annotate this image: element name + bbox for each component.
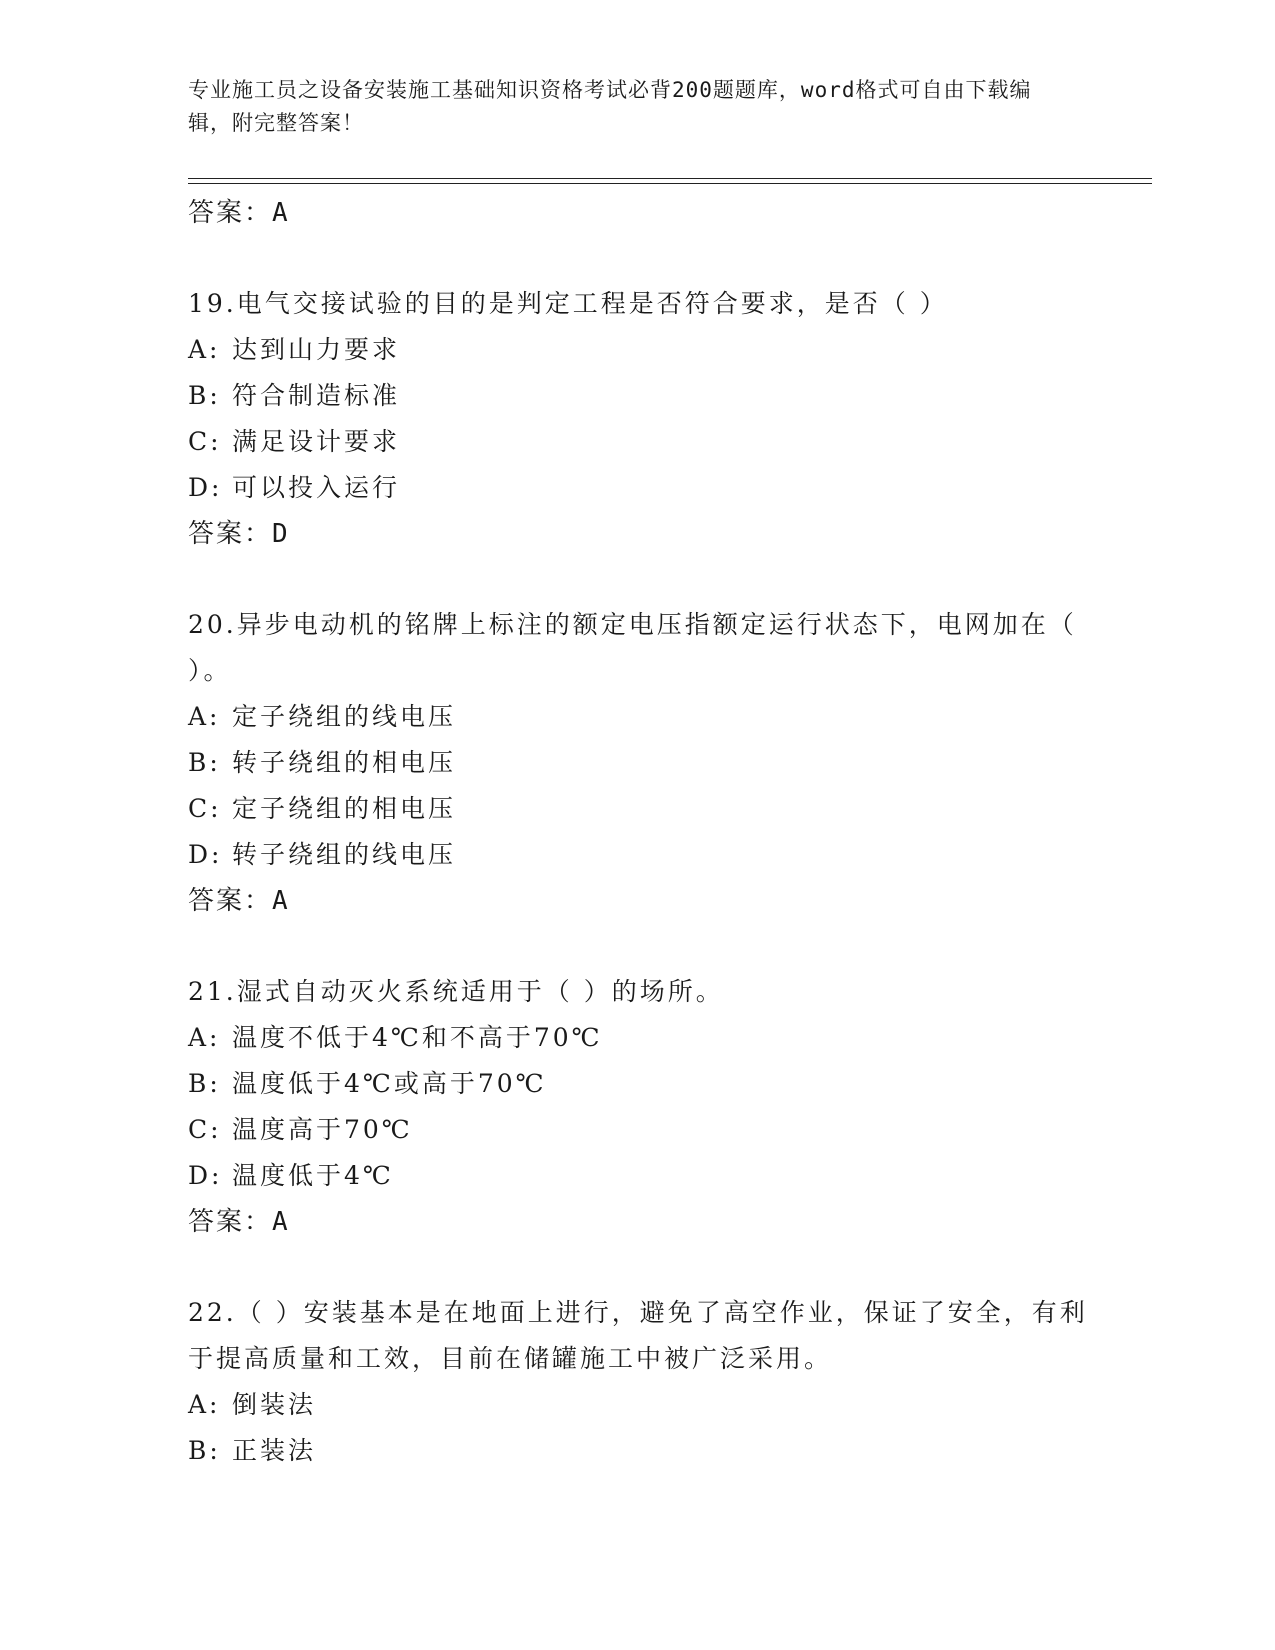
option-a [188, 1015, 1088, 1061]
option-letter: B: [188, 1069, 221, 1098]
option-text: 转子绕组的相电压 [232, 748, 457, 777]
answer-line: 答案：A [188, 198, 290, 228]
option-letter: D: [188, 1161, 223, 1190]
option-text: 温度不低于4℃和不高于70℃ [232, 1023, 603, 1052]
option-d [188, 465, 1088, 511]
option-a [188, 327, 1088, 373]
option-text: 温度高于70℃ [232, 1115, 413, 1144]
question-block [188, 1290, 1088, 1474]
question-block [188, 281, 1088, 557]
question-list [188, 190, 1088, 1474]
question-text: 20.异步电动机的铭牌上标注的额定电压指额定运行状态下，电网加在（ ）。 [188, 610, 1088, 685]
option-letter: A: [188, 1390, 221, 1419]
option-text: 正装法 [232, 1436, 317, 1465]
option-d [188, 1153, 1088, 1199]
question-block [188, 969, 1088, 1245]
option-c [188, 786, 1088, 832]
option-text: 定子绕组的线电压 [232, 702, 457, 731]
header-rule-bottom [188, 183, 1152, 184]
option-d [188, 832, 1088, 878]
option-letter: A: [188, 335, 221, 364]
question-block [188, 602, 1088, 924]
option-letter: B: [188, 748, 221, 777]
header-rule-top [188, 178, 1152, 179]
option-letter: B: [188, 1436, 221, 1465]
option-b [188, 373, 1088, 419]
option-c [188, 419, 1088, 465]
option-letter: A: [188, 1023, 221, 1052]
document-header: 专业施工员之设备安装施工基础知识资格考试必背200题题库，word格式可自由下载编辑，附完整答案！ [188, 78, 1032, 135]
option-letter: C: [188, 1115, 222, 1144]
option-text: 符合制造标准 [232, 381, 401, 410]
question-text: 22.（ ）安装基本是在地面上进行，避免了高空作业，保证了安全，有利于提高质量和工效，目前在储罐施工中被广泛采用。 [188, 1298, 1088, 1373]
option-b [188, 740, 1088, 786]
option-letter: D: [188, 473, 223, 502]
option-c [188, 1107, 1088, 1153]
option-text: 倒装法 [232, 1390, 317, 1419]
option-text: 达到山力要求 [232, 335, 401, 364]
option-a [188, 694, 1088, 740]
option-b [188, 1061, 1088, 1107]
option-letter: B: [188, 381, 221, 410]
answer-line: 答案：A [188, 886, 290, 916]
option-a [188, 1382, 1088, 1428]
option-text: 满足设计要求 [232, 427, 401, 456]
answer-line: 答案：D [188, 519, 290, 549]
answer-line: 答案：A [188, 1207, 290, 1237]
option-letter: A: [188, 702, 221, 731]
option-letter: C: [188, 794, 222, 823]
question-text: 21.湿式自动灭火系统适用于（ ）的场所。 [188, 977, 724, 1006]
option-letter: D: [188, 840, 223, 869]
question-text: 19.电气交接试验的目的是判定工程是否符合要求，是否（ ） [188, 289, 948, 318]
option-text: 温度低于4℃或高于70℃ [232, 1069, 547, 1098]
option-letter: C: [188, 427, 222, 456]
option-text: 温度低于4℃ [232, 1161, 394, 1190]
option-text: 可以投入运行 [232, 473, 401, 502]
option-text: 转子绕组的线电压 [232, 840, 457, 869]
option-b [188, 1428, 1088, 1474]
option-text: 定子绕组的相电压 [232, 794, 457, 823]
